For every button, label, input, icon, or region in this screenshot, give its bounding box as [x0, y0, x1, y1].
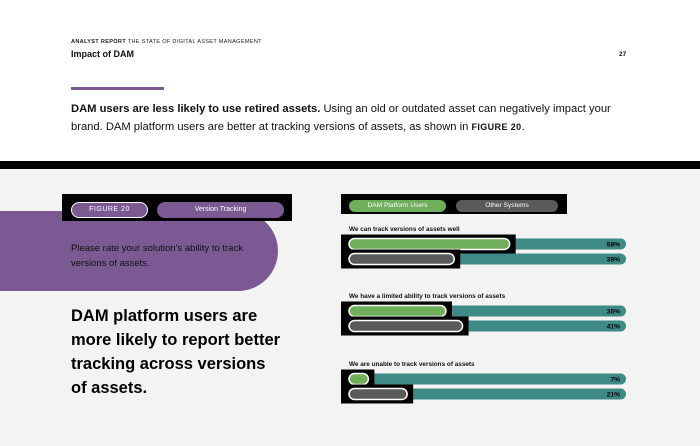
category-label: We can track versions of assets well — [349, 226, 460, 233]
figure-label-pill: FIGURE 20 — [71, 202, 148, 218]
figure-headline: DAM platform users are more likely to report better tracking across versions of assets. — [71, 307, 281, 397]
intro-end: . — [521, 121, 525, 133]
value-label: 7% — [610, 376, 620, 384]
value-label: 35% — [606, 308, 620, 316]
page-number: 27 — [619, 51, 627, 58]
page-title: Impact of DAM — [71, 49, 134, 59]
value-label: 41% — [606, 323, 620, 331]
figure-title-pill: Version Tracking — [157, 202, 284, 218]
value-label: 58% — [606, 241, 620, 249]
survey-question: Please rate your solution’s ability to track versions of assets. — [71, 243, 243, 269]
category-label: We have a limited ability to track versions of assets — [349, 293, 506, 300]
bar-track — [349, 374, 626, 385]
legend-dam-pill: DAM Platform Users — [349, 200, 446, 212]
legend-other-pill: Other Systems — [456, 200, 558, 212]
bar-other — [349, 389, 407, 400]
bar-dam — [349, 306, 446, 317]
category-label: We are unable to track versions of assets — [349, 361, 475, 368]
value-label: 38% — [606, 256, 620, 264]
intro-lead: DAM users are less likely to use retired assets. — [71, 103, 321, 115]
intro-body: Using an old or outdated asset can negatively impact your brand. DAM platform users are better at tracking versions of assets, as shown in — [71, 103, 611, 133]
value-label: 21% — [606, 391, 620, 399]
bar-other — [349, 321, 463, 332]
eyebrow-rest: THE STATE OF DIGITAL ASSET MANAGEMENT — [125, 39, 262, 45]
chart-marks — [341, 226, 626, 404]
eyebrow-bold: ANALYST REPORT — [71, 39, 126, 45]
bar-dam — [349, 239, 510, 250]
bar-dam — [349, 374, 368, 385]
bar-other — [349, 254, 454, 265]
intro-figure-ref: FIGURE 20 — [471, 122, 522, 132]
